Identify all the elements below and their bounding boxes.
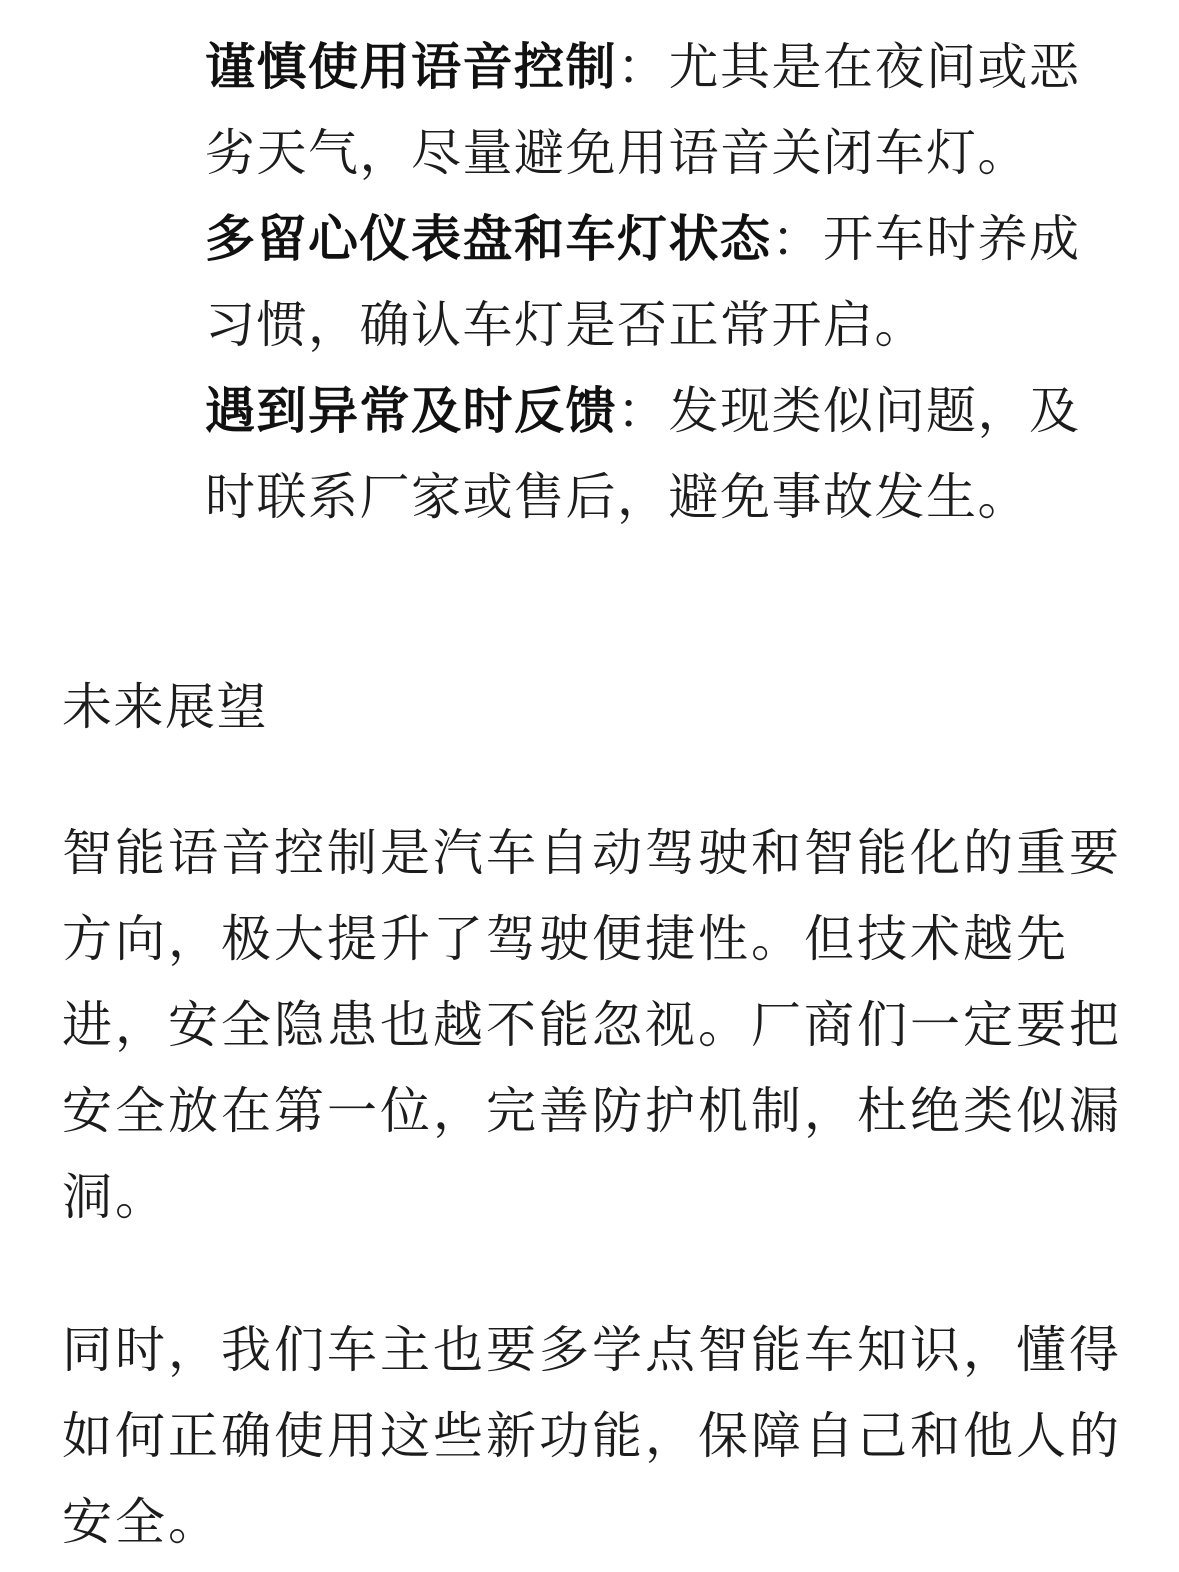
tip-text: 尤其是在夜间或恶劣天气，尽量避免用语音关闭车灯。 [205, 38, 1081, 182]
tip-item [205, 196, 1125, 368]
tip-title: 多留心仪表盘和车灯状态 [205, 210, 772, 268]
tip-separator: ： [617, 382, 669, 440]
tip-item [205, 24, 1125, 196]
tip-item [205, 368, 1125, 540]
tip-text: 发现类似问题，及时联系厂家或售后，避免事故发生。 [205, 382, 1081, 526]
paragraph: 智能语音控制是汽车自动驾驶和智能化的重要方向，极大提升了驾驶便捷性。但技术越先进，安全隐患也越不能忽视。厂商们一定要把安全放在第一位，完善防护机制，杜绝类似漏洞。 [62, 824, 1122, 1226]
tip-separator: ： [771, 210, 823, 268]
paragraph: 同时，我们车主也要多学点智能车知识，懂得如何正确使用这些新功能，保障自己和他人的安全。 [62, 1321, 1122, 1551]
tip-title: 谨慎使用语音控制 [205, 38, 617, 96]
tip-title: 遇到异常及时反馈 [205, 382, 617, 440]
tip-separator: ： [617, 38, 669, 96]
tip-text: 开车时养成习惯，确认车灯是否正常开启。 [205, 210, 1081, 354]
tips-list [205, 24, 1125, 540]
section-heading: 未来展望 [62, 678, 268, 736]
